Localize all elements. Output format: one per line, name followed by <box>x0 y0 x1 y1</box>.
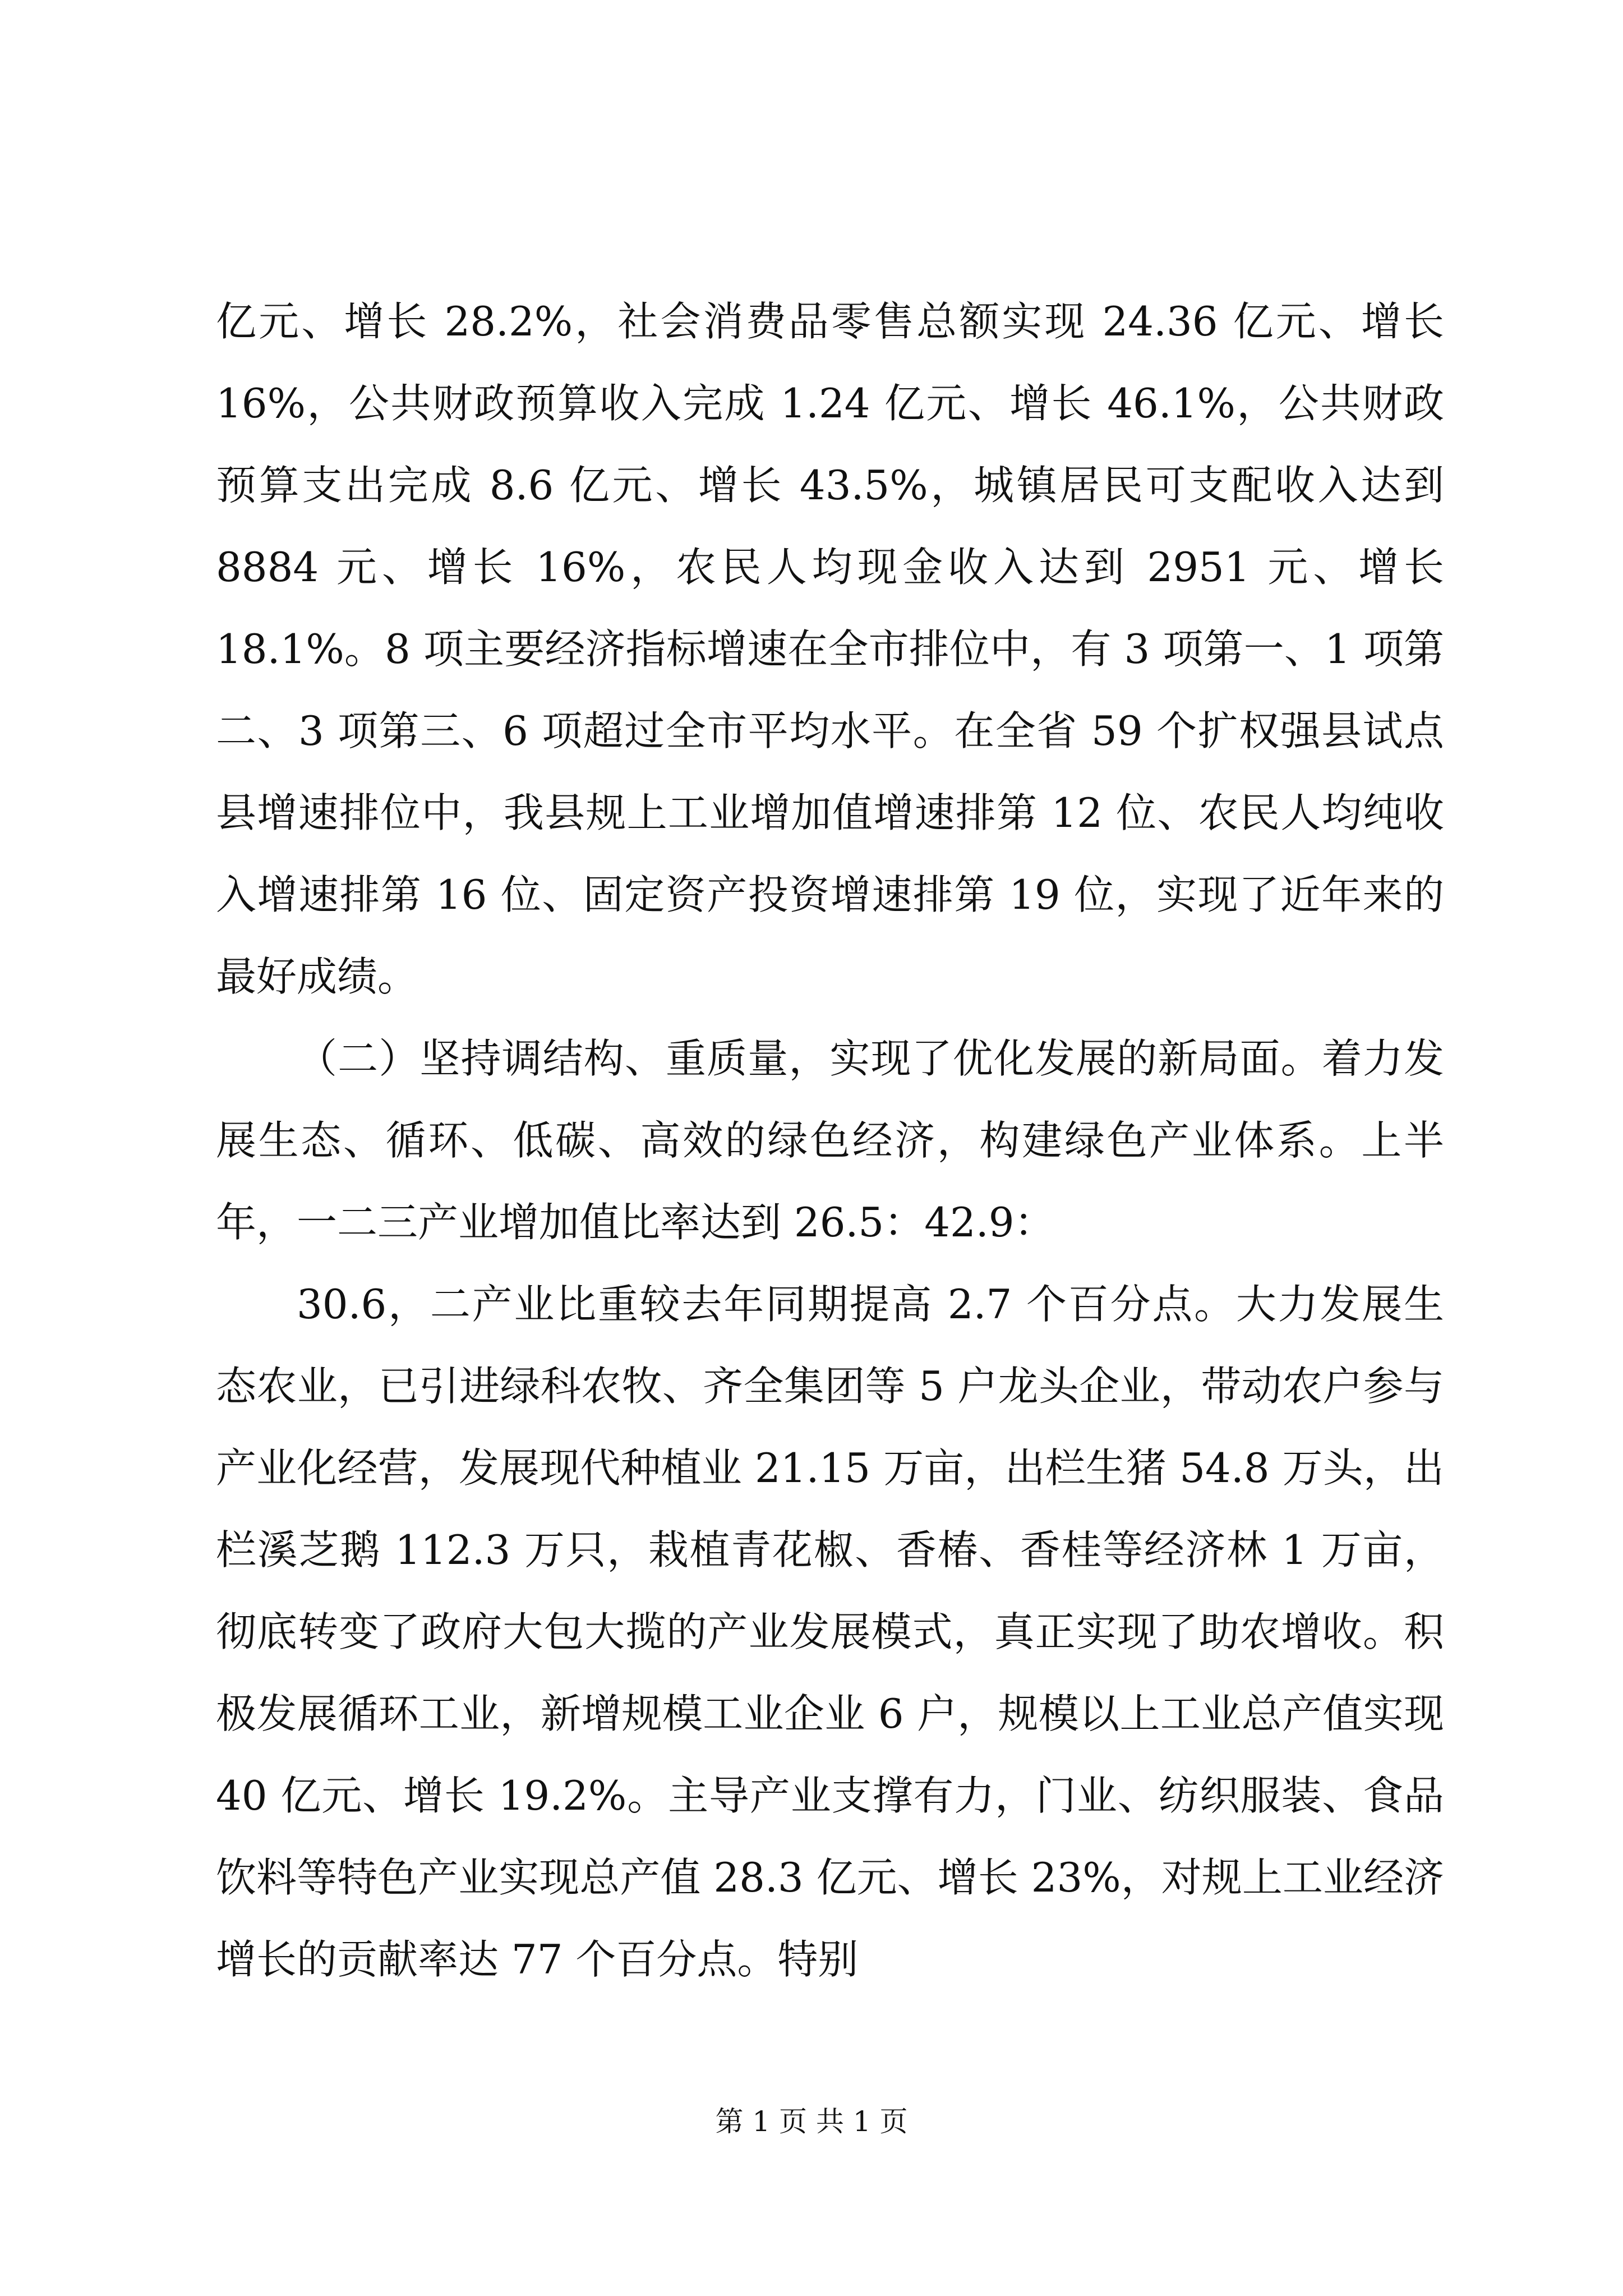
paragraph-industry-development: 30.6，二产业比重较去年同期提高 2.7 个百分点。大力发展生态农业，已引进绿科农牧、齐全集团等 5 户龙头企业，带动农户参与产业化经营，发展现代种植业 21.15 万亩，出栏生猪 54.8 万头，出栏溪芝鹅 112.3 万只，栽植青花椒、香椿、香桂等经济林 1 万亩，彻底转变了政府大包大揽的产业发展模式，真正实现了助农增收。积极发展循环工业，新增规模工业企业 6 户，规模以上工业总产值实现 40 亿元、增长 19.2%。主导产业支撑有力，门业、纺织服装、食品饮料等特色产业实现总产值 28.3 亿元、增长 23%，对规上工业经济增长的贡献率达 77 个百分点。特别 <box>216 1281 1444 1983</box>
paragraph-section-two-heading: （二）坚持调结构、重质量，实现了优化发展的新局面。着力发展生态、循环、低碳、高效的绿色经济，构建绿色产业体系。上半年，一二三产业增加值比率达到 26.5：42.9： <box>216 1035 1444 1246</box>
document-body <box>216 280 1444 2000</box>
paragraph-economic-indicators: 亿元、增长 28.2%，社会消费品零售总额实现 24.36 亿元、增长 16%，公共财政预算收入完成 1.24 亿元、增长 46.1%，公共财政预算支出完成 8.6 亿元、增长 43.5%，城镇居民可支配收入达到 8884 元、增长 16%，农民人均现金收入达到 2951 元、增长 18.1%。8 项主要经济指标增速在全市排位中，有 3 项第一、1 项第二、3 项第三、6 项超过全市平均水平。在全省 59 个扩权强县试点县增速排位中，我县规上工业增加值增速排第 12 位、农民人均纯收入增速排第 16 位、固定资产投资增速排第 19 位，实现了近年来的最好成绩。 <box>216 298 1444 1000</box>
page-footer: 第 1 页 共 1 页 <box>715 2105 908 2138</box>
